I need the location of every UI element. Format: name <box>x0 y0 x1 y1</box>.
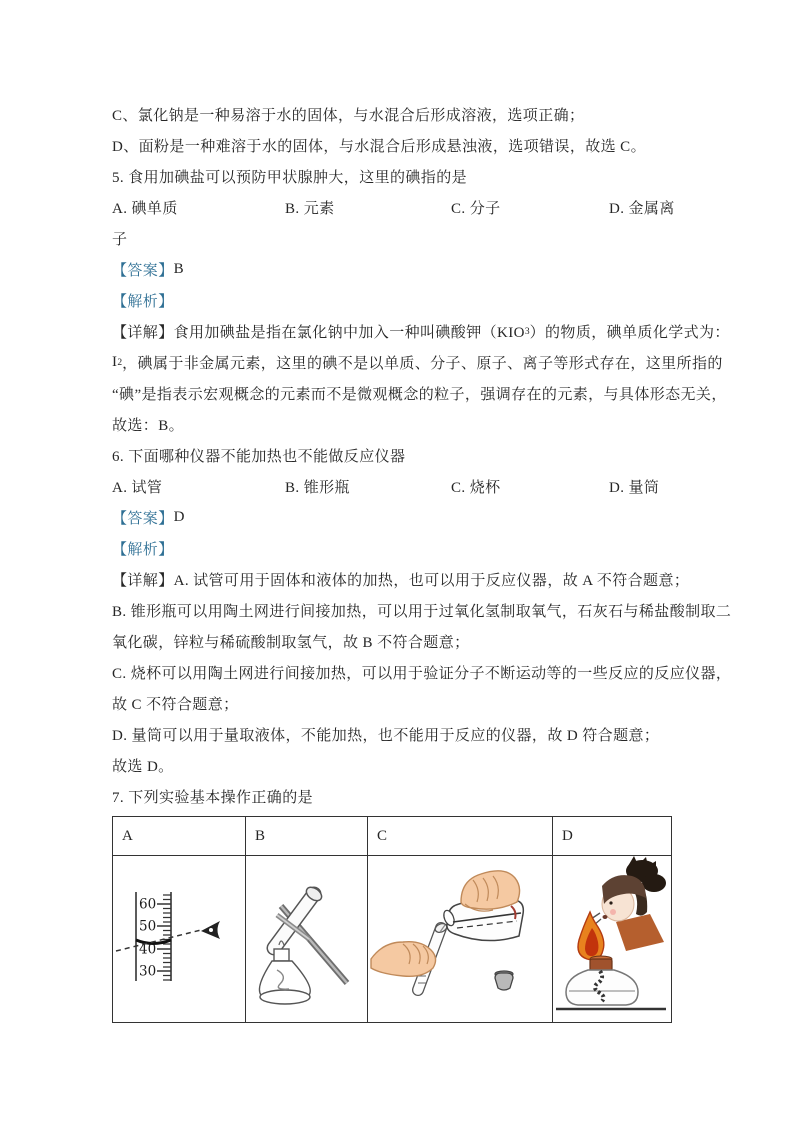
q5-option-d: D. 金属离 <box>609 201 675 217</box>
q6-option-b: B. 锥形瓶 <box>285 480 350 496</box>
ponytail-hair-lower <box>642 874 666 892</box>
sight-line <box>116 930 201 951</box>
q5-detail-line-3: “碘”是指表示宏观概念的元素而不是微观概念的粒子，强调存在的元素，与具体形态无关， <box>112 387 727 403</box>
q5-answer-line <box>112 254 690 285</box>
q7-table-header-row <box>113 817 672 856</box>
q6-detail-line-2: B. 锥形瓶可以用陶土网进行间接加热，可以用于过氧化氢制取氧气，石灰石与稀盐酸制取二 <box>112 604 732 620</box>
prev-explanation-line-c: C、氯化钠是一种易溶于水的固体，与水混合后形成溶液，选项正确； <box>112 108 585 124</box>
q5-stem: 5. 食用加碘盐可以预防甲状腺肿大，这里的碘指的是 <box>112 170 468 186</box>
q5-analysis-line <box>112 285 690 316</box>
q6-option-d: D. 量筒 <box>609 480 660 496</box>
q7-table-image-row <box>113 856 672 1023</box>
exam-content <box>112 99 732 1023</box>
q5-option-a: A. 碘单质 <box>112 201 178 217</box>
q7-cell-c <box>368 856 553 1023</box>
q6-option-c: C. 烧杯 <box>451 480 501 496</box>
q7-cell-d <box>553 856 672 1023</box>
q6-option-a: A. 试管 <box>112 480 163 496</box>
q5-detail-line-1: 【详解】食用加碘盐是指在氯化钠中加入一种叫碘酸钾（KIO 3 ）的物质，碘单质化学式为： <box>112 316 690 347</box>
q5-analysis-label: 【解析】 <box>112 294 174 310</box>
q7-col-header-c: C <box>368 817 553 856</box>
q6-analysis-label: 【解析】 <box>112 542 174 558</box>
q5-option-b: B. 元素 <box>285 201 335 217</box>
q7-col-header-b: B <box>246 817 368 856</box>
q6-detail-line-6: D. 量筒可以用于量取液体，不能加热，也不能用于反应的仪器，故 D 符合题意； <box>112 728 660 744</box>
scale-label-50: 50 <box>138 918 156 935</box>
scale-label-60: 60 <box>138 896 156 913</box>
q5-detail2-post: ，碘属于非金属元素，这里的碘不是以单质、分子、原子、离子等形式存在，这里所指的 <box>122 356 723 372</box>
measuring-cylinder-reading-figure <box>114 856 245 1017</box>
blush-cheek <box>610 909 616 915</box>
q6-detail-line-5: 故 C 不符合题意； <box>112 697 239 713</box>
q6-options-row <box>112 471 690 502</box>
right-hand <box>461 871 520 909</box>
q6-detail-line-1: 【详解】A. 试管可用于固体和液体的加热，也可以用于反应仪器，故 A 不符合题意； <box>112 573 690 589</box>
q6-conclusion: 故选 D。 <box>112 759 174 775</box>
q6-analysis-line <box>112 533 690 564</box>
blowing-out-alcohol-lamp-figure <box>554 856 670 1017</box>
q7-cell-b <box>246 856 368 1023</box>
q5-conclusion: 故选：B。 <box>112 418 185 434</box>
lamp-base <box>260 990 310 1004</box>
q5-detail-line-2: I 2 ，碘属于非金属元素，这里的碘不是以单质、分子、原子、离子等形式存在，这里所指的 <box>112 354 723 372</box>
q5-detail1-post: ）的物质，碘单质化学式为： <box>529 325 730 341</box>
q6-answer-label: 【答案】 <box>112 511 174 527</box>
q5-answer-value: B <box>173 261 185 277</box>
q7-col-header-a: A <box>113 817 246 856</box>
q6-stem: 6. 下面哪种仪器不能加热也不能做反应仪器 <box>112 449 406 465</box>
q5-detail1-pre: 【详解】食用加碘盐是指在氯化钠中加入一种叫碘酸钾（KIO <box>112 325 525 341</box>
prev-explanation-line-d: D、面粉是一种难溶于水的固体，与水混合后形成悬浊液，选项错误，故选 C。 <box>112 139 646 155</box>
mouth <box>603 915 608 919</box>
test-tube-heating-figure <box>247 856 367 1017</box>
eye <box>609 901 612 904</box>
q7-stem: 7. 下列实验基本操作正确的是 <box>112 790 314 806</box>
q5-option-c: C. 分子 <box>451 201 501 217</box>
q5-detail2-pre: I <box>112 354 118 370</box>
lamp-collar <box>590 959 612 971</box>
eye-pupil-highlight <box>209 928 213 932</box>
scale-label-40: 40 <box>138 941 156 958</box>
q6-detail-line-4: C. 烧杯可以用陶土网进行间接加热，可以用于验证分子不断运动等的一些反应的反应仪器， <box>112 666 732 682</box>
q5-answer-label: 【答案】 <box>112 263 174 279</box>
stopper <box>495 973 513 990</box>
q6-detail-line-3: 氧化碳，锌粒与稀硫酸制取氢气，故 B 不符合题意； <box>112 635 470 651</box>
q6-answer-value: D <box>173 509 185 525</box>
lamp-neck <box>274 949 289 961</box>
q7-col-header-d: D <box>553 817 672 856</box>
q6-answer-line <box>112 502 690 533</box>
q7-cell-a <box>113 856 246 1023</box>
q5-options-row <box>112 192 690 223</box>
q5-option-d-wrap: 子 <box>112 232 128 248</box>
scale-label-30: 30 <box>138 963 156 980</box>
q7-options-table <box>112 816 672 1023</box>
pouring-liquid-figure <box>369 856 551 1017</box>
left-hand <box>371 942 436 977</box>
